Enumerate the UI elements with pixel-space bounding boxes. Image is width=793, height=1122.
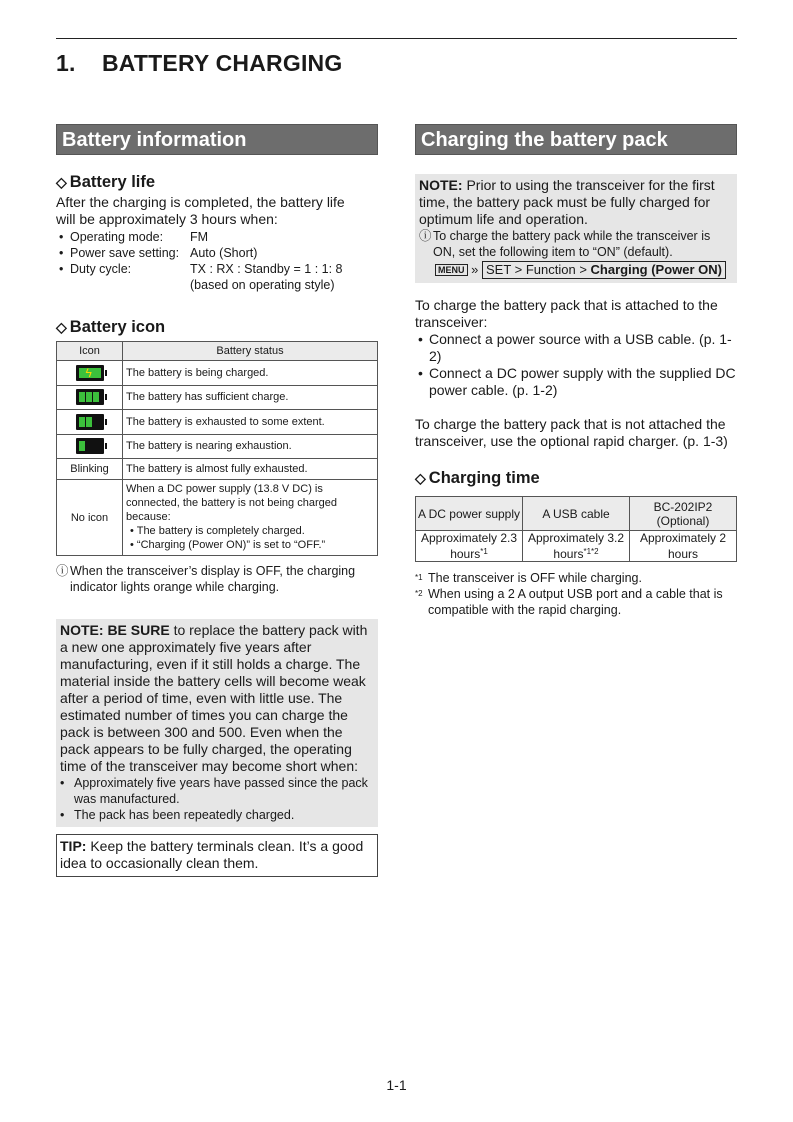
list-item: • Connect a power source with a USB cable. (p. 1-2) bbox=[418, 331, 732, 364]
chapter-number: 1. bbox=[56, 50, 76, 76]
table-row: The battery is nearing exhaustion. bbox=[57, 434, 378, 459]
battery-life-title: Battery life bbox=[69, 173, 156, 191]
display-off-info: ⓘ When the transceiver’s display is OFF, the charging indicator lights orange while charging. bbox=[56, 564, 356, 594]
table-header-row: A DC power supply A USB cable BC-202IP2 (Optional) bbox=[416, 497, 737, 531]
battery-full-icon bbox=[76, 389, 104, 405]
not-attached-text: To charge the battery pack that is not attached the transceiver, use the optional rapid charger. (p. 1-3) bbox=[415, 416, 728, 449]
note-label: NOTE: bbox=[419, 177, 463, 193]
menu-key-icon: MENU bbox=[435, 264, 468, 276]
info-icon: ⓘ bbox=[419, 229, 432, 243]
info-icon: ⓘ bbox=[56, 564, 69, 578]
tip-box: TIP: Keep the battery terminals clean. It’s a good idea to occasionally clean them. bbox=[56, 834, 378, 877]
note-be-sure-box: NOTE: BE SURE to replace the battery pack with a new one approximately five years after manufacturing, even if it still holds a charge. The material inside the battery cells will become weak after a period of time, even with little use. The estimated number of times you can charge the pack is between 300 and 500. Even when the pack appears to be fully charged, the operating time of the transceiver may become short when: • Approximately five years have passed since the pack was manufactured. • The pack has been repeatedly charged. bbox=[56, 619, 378, 827]
page-number: 1-1 bbox=[386, 1077, 407, 1093]
diamond-icon: ◇ bbox=[56, 319, 67, 335]
menu-path: MENU » SET > Function > Charging (Power ON) bbox=[419, 261, 734, 279]
tip-label: TIP: bbox=[60, 838, 87, 854]
col-header-icon: Icon bbox=[57, 342, 123, 361]
condition-row: • Power save setting: Auto (Short) bbox=[59, 246, 258, 260]
table-row: Blinking The battery is almost fully exhausted. bbox=[57, 459, 378, 480]
table-header-row bbox=[57, 342, 378, 361]
battery-low-icon bbox=[76, 438, 104, 454]
table-row: Approximately 2.3 hours$^{*1}$ Approximately 3.2 hours$^{*1*2}$ Approximately 2 hours bbox=[416, 531, 737, 562]
condition-row: • Duty cycle: TX : RX : Standby = 1 : 1: 8 (based on operating style) bbox=[59, 262, 343, 292]
top-rule bbox=[56, 38, 737, 39]
battery-icon-title: Battery icon bbox=[69, 318, 166, 336]
battery-life-intro: After the charging is completed, the battery life will be approximately 3 hours when: bbox=[56, 194, 345, 227]
list-item: • Approximately five years have passed since the pack was manufactured. bbox=[60, 776, 368, 806]
charging-time-table bbox=[415, 496, 737, 562]
table-row: The battery has sufficient charge. bbox=[57, 385, 378, 410]
section-header-charging-battery-pack: Charging the battery pack bbox=[415, 124, 737, 155]
right-column bbox=[415, 124, 737, 618]
left-column bbox=[56, 124, 378, 877]
attached-bullets bbox=[415, 331, 737, 399]
battery-icon-table bbox=[56, 341, 378, 556]
condition-row: • Operating mode: FM bbox=[59, 230, 209, 244]
chapter-title-text: BATTERY CHARGING bbox=[102, 50, 343, 76]
table-row: The battery is exhausted to some extent. bbox=[57, 410, 378, 435]
table-row: No icon When a DC power supply (13.8 V DC) is connected, the battery is not being charged because: • The battery is completely charged. • “Charging (Power ON)” is set to “OFF.” bbox=[57, 480, 378, 556]
diamond-icon: ◇ bbox=[56, 174, 67, 190]
note-label: NOTE: BE SURE bbox=[60, 622, 170, 638]
section-header-battery-information: Battery information bbox=[56, 124, 378, 155]
col-header-status: Battery status bbox=[123, 342, 378, 361]
list-item: • The pack has been repeatedly charged. bbox=[60, 808, 295, 822]
note-bullets bbox=[60, 775, 374, 823]
battery-life-conditions bbox=[56, 229, 378, 293]
charging-time-title: Charging time bbox=[428, 469, 540, 487]
footnotes bbox=[415, 570, 737, 618]
charging-on-info: ⓘ To charge the battery pack while the transceiver is ON, set the following item to “ON” (default). bbox=[419, 229, 711, 259]
note-first-use-box: NOTE: Prior to using the transceiver for the first time, the battery pack must be fully charged for optimum life and operation. ⓘ To charge the battery pack while the transceiver is ON, set the following item to “ON” (default). MENU » SET > Function > Charging (Power ON) bbox=[415, 174, 737, 283]
battery-icon-heading bbox=[56, 317, 378, 337]
footnote: *1 The transceiver is OFF while charging. bbox=[415, 571, 642, 585]
battery-charging-icon: ϟ bbox=[76, 365, 104, 381]
chapter-title bbox=[56, 50, 342, 77]
battery-life-heading bbox=[56, 172, 378, 192]
footnote: *2 When using a 2 A output USB port and a cable that is compatible with the rapid charging. bbox=[415, 587, 723, 617]
menu-path-box: SET > Function > Charging (Power ON) bbox=[482, 261, 726, 279]
table-row: ϟ The battery is being charged. bbox=[57, 361, 378, 386]
battery-two-thirds-icon bbox=[76, 414, 104, 430]
list-item: • Connect a DC power supply with the supplied DC power cable. (p. 1-2) bbox=[418, 365, 736, 398]
attached-intro: To charge the battery pack that is attached to the transceiver: bbox=[415, 297, 718, 330]
diamond-icon: ◇ bbox=[415, 470, 426, 486]
charging-time-heading bbox=[415, 468, 737, 488]
